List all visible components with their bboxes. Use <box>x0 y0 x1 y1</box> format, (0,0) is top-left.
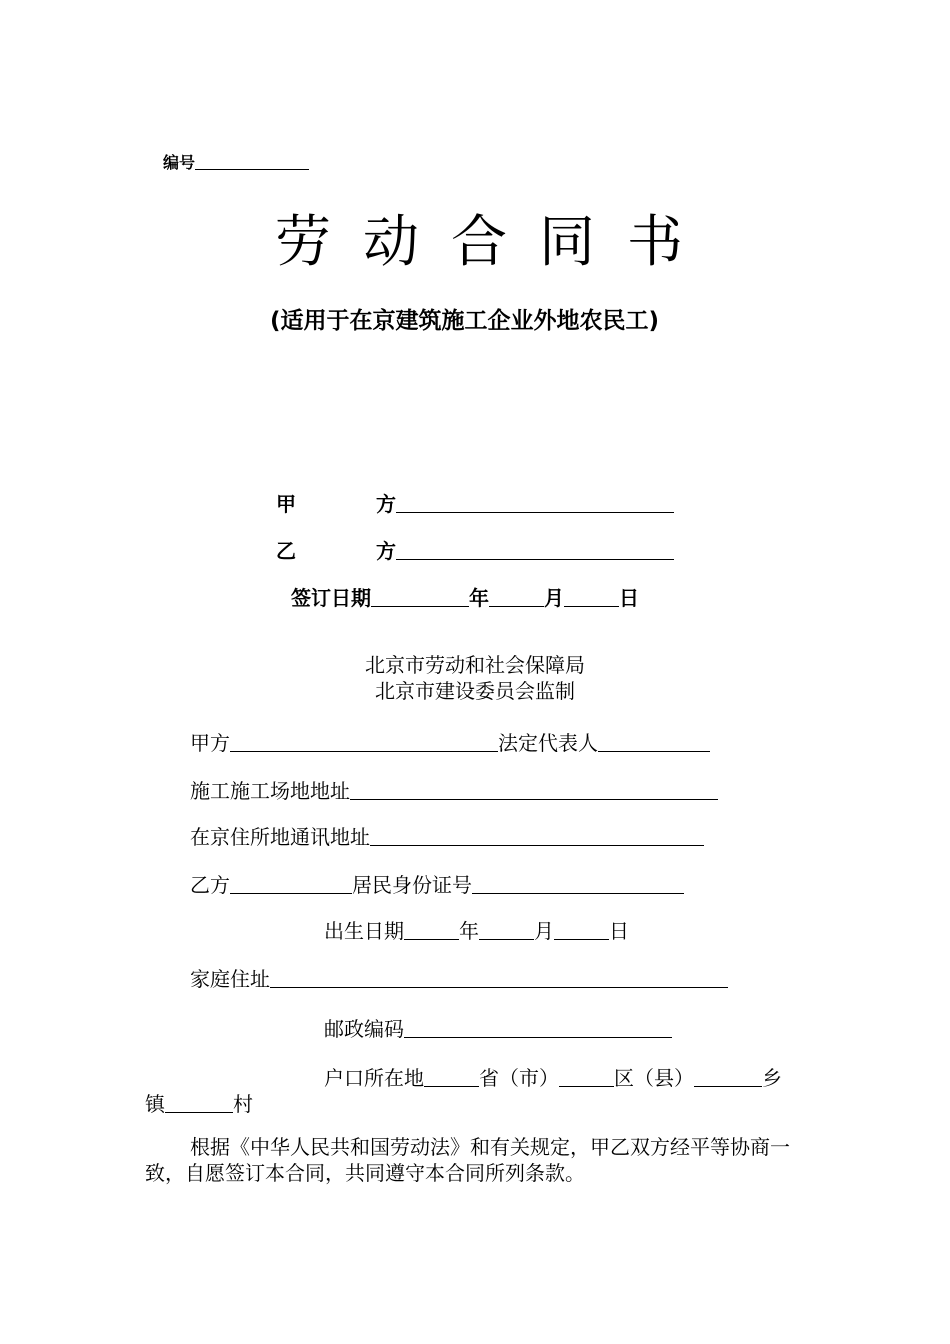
postal-code-label: 邮政编码 <box>324 1017 404 1041</box>
issuer-block <box>0 652 950 704</box>
contract-number-field <box>163 150 309 173</box>
party-b-field-label: 乙方 <box>190 873 230 897</box>
hukou-label: 户口所在地 <box>324 1066 424 1090</box>
sign-day-blank[interactable] <box>564 605 619 607</box>
hukou-village-blank[interactable] <box>165 1111 233 1113</box>
party-a-label-2: 方 <box>376 492 396 516</box>
home-address-blank[interactable] <box>270 986 728 988</box>
hukou-town-label: 镇 <box>145 1092 165 1116</box>
home-address-row <box>190 963 728 992</box>
legal-rep-blank[interactable] <box>598 750 710 752</box>
party-b-row <box>276 535 674 564</box>
intro-paragraph: 根据《中华人民共和国劳动法》和有关规定，甲乙双方经平等协商一致，自愿签订本合同，共同遵守本合同所列条款。 <box>145 1135 790 1185</box>
postal-code-blank[interactable] <box>404 1036 672 1038</box>
sign-day-label: 日 <box>619 586 639 610</box>
hukou-row <box>324 1062 782 1091</box>
birth-year-label: 年 <box>459 919 479 943</box>
site-address-label: 施工施工场地地址 <box>190 779 350 803</box>
birth-year-blank[interactable] <box>404 938 459 940</box>
page-title: 劳动合同书 <box>275 210 715 275</box>
birth-month-blank[interactable] <box>479 938 534 940</box>
hukou-row-continued <box>145 1088 253 1117</box>
hukou-township-blank[interactable] <box>694 1085 762 1087</box>
issuer-line-1: 北京市劳动和社会保障局 <box>365 653 585 677</box>
sign-year-blank[interactable] <box>371 605 469 607</box>
sign-date-row <box>291 582 639 611</box>
birth-month-label: 月 <box>534 919 554 943</box>
id-number-blank[interactable] <box>472 892 684 894</box>
birth-day-label: 日 <box>609 919 629 943</box>
party-b-label-1: 乙 <box>276 539 296 563</box>
hukou-province-label: 省（市） <box>479 1066 559 1090</box>
legal-rep-label: 法定代表人 <box>498 731 598 755</box>
hukou-township-label: 乡 <box>762 1066 782 1090</box>
page-subtitle: (适用于在京建筑施工企业外地农民工) <box>270 308 660 334</box>
birth-date-label: 出生日期 <box>324 919 404 943</box>
party-a-field-blank[interactable] <box>230 750 498 752</box>
party-a-row <box>276 488 674 517</box>
party-b-label-2: 方 <box>376 539 396 563</box>
contract-number-blank[interactable] <box>195 168 309 170</box>
birth-date-row <box>324 915 629 944</box>
postal-code-row <box>324 1013 672 1042</box>
sign-month-label: 月 <box>544 586 564 610</box>
hukou-village-label: 村 <box>233 1092 253 1116</box>
sign-date-label: 签订日期 <box>291 586 371 610</box>
hukou-district-label: 区（县） <box>614 1066 694 1090</box>
party-b-blank[interactable] <box>396 558 674 560</box>
party-b-field-row <box>190 869 684 898</box>
party-b-field-blank[interactable] <box>230 892 352 894</box>
party-a-field-label: 甲方 <box>190 731 230 755</box>
party-a-field-row <box>190 727 710 756</box>
beijing-address-label: 在京住所地通讯地址 <box>190 825 370 849</box>
site-address-blank[interactable] <box>350 798 718 800</box>
sign-year-label: 年 <box>469 586 489 610</box>
sign-month-blank[interactable] <box>489 605 544 607</box>
site-address-row <box>190 775 718 804</box>
hukou-province-blank[interactable] <box>424 1085 479 1087</box>
issuer-line-2: 北京市建设委员会监制 <box>375 679 575 703</box>
contract-number-label: 编号 <box>163 153 196 172</box>
beijing-address-blank[interactable] <box>370 844 704 846</box>
party-a-blank[interactable] <box>396 511 674 513</box>
birth-day-blank[interactable] <box>554 938 609 940</box>
party-a-label-1: 甲 <box>276 492 296 516</box>
beijing-address-row <box>190 821 704 850</box>
home-address-label: 家庭住址 <box>190 967 270 991</box>
hukou-district-blank[interactable] <box>559 1085 614 1087</box>
id-number-label: 居民身份证号 <box>352 873 472 897</box>
